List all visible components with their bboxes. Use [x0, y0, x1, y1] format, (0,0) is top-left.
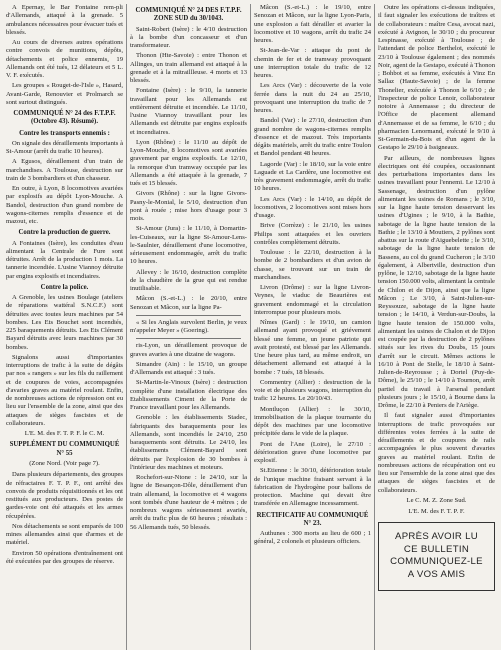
section-heading: COMMUNIQUÉ N° 24 DES F.T.P.F. ZONE SUD du 30/1043.	[135, 7, 242, 23]
appeal-line: A VOS AMIS	[407, 568, 466, 580]
paragraph: A Epernay, le Bar Fontaine rem-pli d'Allemands, attaqué à la grenade. 5 ambulances nécessaires pour évacuer tués et blessés.	[6, 4, 123, 36]
paragraph: A Egusos, déraillement d'un train de marchandises. A Toulouse, destruction sur train de 3 bombardiers et d'un chasseur.	[6, 158, 123, 182]
paragraph: St-Amour (Jura) : le 11/10, à Domartin-les-Cuiseaux, sur la ligne St-Amour-Lens-le-Saulnier, déraillement d'une locomotive, sérieusement endommagée, arrêt du trafic 10 heures.	[130, 225, 247, 266]
paragraph: Bandol (Var) : le 27/10, destruction d'un grand nombre de wagons-citernes remplis d'essence et de mazout. Très importants dégâts matériels, arrêt du trafic entre Toulon et Bandol pendant 48 heures.	[254, 117, 371, 158]
paragraph: St.Etienne : le 30/10, détérioration totale de l'unique machine fraisant servant à la fabrication de l'hydrogène pour ballons de protection. Machine qui devait être transférée en Allemagne incessamment.	[254, 467, 371, 508]
signature-line: (Zone Nord. (Voir page 7).	[29, 460, 100, 468]
signature-line: Le C. M. Z. Zone Sud.	[406, 496, 467, 504]
paragraph: St-Martin-le-Vinoux (Isère) : destruction complète d'une installation électrique des Etablissements Ciment de la Porte de France travaillant pour les Allemands.	[130, 379, 247, 412]
paragraph: Signalons aussi d'importantes interruptions de trafic à la suite de dégâts par nos « rangers » sur les fils du raillement et de coupures de voies, accompagnées d'avaries graves au matériel roulant. Enfin, de nombreuses actions de répression ont eu lieu sur l'ensemble de la zone, ainsi que des attaques de sièges fascistes et de collaborateurs.	[6, 353, 123, 427]
paragraph: On signale des déraillements importants à St-Amour (arrêt du trafic 10 heures).	[6, 139, 123, 156]
paragraph: Mâcon (S.-et-L.) : le 19/10, entre Senozan et Mâcon, sur la ligne Lyon-Paris, une explosion a fait dérailler et avarier la locomotive et 10 wagons, arrêt du trafic 24 heures.	[254, 4, 371, 44]
paragraph: A Grenoble, les usines Boulage (ateliers de réparations wattéral S.N.C.F.) sont détruites avec toutes leurs machines par 54 bombes. Les Ets Bouchet sont incendiés, 225 baraquements détruits. Les Ets Clément Bayard détruits avec leurs machines par 30 bombes.	[6, 294, 123, 351]
article-column-2	[126, 4, 250, 650]
paragraph: Saint-Robert (Isère) : le 4/10 destruction à la bombe d'un concasseur et d'un transformateur.	[130, 25, 247, 50]
paragraph: Thonon (Hte-Savoie) : entre Thonon et Allinges, un train allemand est attaqué à la grenade et à la mitraillleuse. 4 morts et 13 blessés.	[130, 52, 247, 85]
section-heading: RECTIFICATIF AU COMMUNIQUÉ N° 23.	[256, 511, 369, 527]
appeal-line: APRÈS AVOIR LU	[395, 531, 478, 543]
paragraph: Commentry (Allier) : destruction de la voie et de plusieurs wagons, interruption du trafic 12 heures. Le 20/10/43.	[254, 378, 371, 403]
paragraph: Rochefort-sur-Ntone : le 24/10, sur la ligne de Besançon-Dôle, déraillement d'un train allemand, la locomotive et 4 wagons sont tombés d'une hauteur de 4 mètres ; de nombreux wagons sérieusement avariés, arrêt du trafic plus de 60 heures ; résultats : 56 Allemands tués, 50 blessés.	[130, 474, 247, 531]
paragraph: Les Arcs (Var) : découverte de la voie ferrée dans la nuit du 24 au 25/10, provoquant une interruption du trafic de 7 heures.	[254, 82, 371, 114]
paragraph: Simandre (Ain) : le 15/10, un groupe d'Allemands est attaqué : 3 tués.	[130, 360, 247, 377]
article-column-3	[250, 4, 374, 650]
column-container	[3, 4, 498, 650]
paragraph: Fontaine (Isère) : le 9/10, la tannerie travaillant pour les Allemands est entièrement détruite et incendiée. Le 11/10, l'usine Viannoy travaillant pour les Allemands est détruite par engins explosifs et incendiaires.	[130, 87, 247, 136]
paragraph: Authunes : 300 morts au lieu de 600 ; 1 général, 2 colonels et plusieurs officiers.	[254, 530, 371, 546]
paragraph: Lagorde (Var) : le 18/10, sur la voie entre Laguade et La Cardère, une locomotive est très gravement endommagée, arrêt du trafic 10 heures.	[254, 160, 371, 193]
paragraph: Dans plusieurs départements, des groupes de réfractaires F. T. P. F., ont arrêté des convois de produits réquisitionnés et les ont restitués aux producteurs. Des postes de gardes-voie ont été attaqués et les armes récupérées.	[6, 471, 123, 520]
paragraph: Nos détachements se sont emparés de 100 mines allemandes ainsi que d'armes et de matériel.	[6, 522, 123, 547]
paragraph: Lyon (Rhône) : le 11/10 au dépôt de Lyon-Mouche, 8 locomotives sont avariées gravement par engins explosifs. Le 12/10, la remorque d'un tramway occupée par les Allemands a été attaquée à la grenade, 7 tués et 15 blessés.	[130, 138, 247, 188]
section-heading: COMMUNIQUÉ N° 24 des F.T.P.F. (Octobre 43). Résumé).	[13, 110, 116, 126]
section-heading: Contre les transports ennemis :	[19, 129, 110, 137]
paragraph: Montluçon (Allier) : le 30/10, immobilisation de la plaque tournante du dépôt des machines par une locomotive précipitée dans le vide de la plaque.	[254, 405, 371, 438]
paragraph: Pont de l'Ane (Loire), le 27/10 : détérioration grave d'une locomotive par explosif.	[254, 440, 371, 464]
section-heading: Contre la police.	[40, 283, 89, 291]
paragraph: ris-Lyon, un déraillement provoque de graves avaries à une dizaine de wagons.	[130, 342, 247, 358]
paragraph: Par ailleurs, de nombreuses lignes électriques ont été coupées, occasionnant des perturbations importantes dans les usines travaillant pour l'ennemi. Le 12/10 à Sassenage, destruction d'un pylône alimentant les usines de Romans ; le 3/10, sur la ligne haute tension desservant les usines d'Ugines ; le 9/10, à la Bathie, sabotage de la ligne haute tension de la Bathie ; le 13/10 à Moutiers, 2 pylônes sont abattus sur la route d'Aiguebelette ; le 3/10, sabotage de la ligne haute tension de Bassens, au col du grand Cucheron ; le 3/10 également, à Albertville, destruction d'un pylône, le 12/10, sabotage de la ligne haute tension 150.000 volts, alimentant la centrale de Chilon et de Dijon, ainsi que la ligne Mâcon ; Le 3/10, à Saint-Julien-sur-Reyssouze, sabotage de la ligne haute tension ; le 14/10, à Verdun-sur-Doubs, la ligne haute tension de 150.000 volts, alimentant les usines de Chalon et de Dijon est coupée par la destruction de 2 pylônes situés sur les rives du Doubs, 15 jours d'arrêt sur le circuit. Mêmes actions le 16/10 à Pont de Stelle, le 18/10 à Saint-Julien-de-Reyrousse ; à Dortel (Puy-de-Dôme), le 25/10 ; le 14/10 à Tournon, arrêt partiel du travail à l'arsenal pendant plusieurs jours ; le 15/10, à Bourne dans la Drôme, le 22/10 à Peniers de l'Ariège.	[378, 154, 495, 409]
paragraph: Toulouse : le 22/10, destruction à la bombe de 2 bombardiers et d'un avion de chasse, se trouvant sur un train de marchandises.	[254, 249, 371, 281]
appeal-line: COMMUNIQUEZ-LE	[390, 556, 483, 568]
paragraph: Au cours de diverses autres opérations contre convois de munitions, dépôts, détachements et police ennemis, 19 Allemands ont été tués, 12 délateurs et 5 L. V. F. exécutés.	[6, 39, 123, 79]
signature-line: L'E. M. des F. T. P. F.	[408, 508, 465, 515]
paragraph: A Fontaines (Isère), les conduites d'eau alimentant la Centrale de Fure sont détruites. Arrêt de la production 1 mois. La tannerie incendiée. L'usine Viannoy détruite par engins explosifs et incendiaires.	[6, 239, 123, 280]
paragraph: Allevey : le 16/10, destruction complète de la chaudière de la grue qui est rendue inutilisable.	[130, 268, 247, 293]
article-column-1	[3, 4, 126, 650]
paragraph: Les Arcs (Var) : le 14/10, au dépôt de locomotives, 2 locomotives sont mises hors d'usage.	[254, 195, 371, 219]
section-heading: SUPPLÉMENT DU COMMUNIQUÉ N° 55	[9, 441, 120, 457]
paragraph: Givors (Rhône) : sur la ligne Givors-Pasny-le-Monial, le 5/10, destruction d'un pont à rouée ; mise hors d'usage pour 3 mois.	[130, 190, 247, 223]
paragraph: St-Jean-de-Var : attaque du pont de chemin de fer et de tramway provoquant une interruption totale du trafic de 12 heures.	[254, 47, 371, 79]
signature-line: L'E. M. des F. T. P. F. le C. M.	[24, 430, 105, 438]
section-heading: Contre la production de guerre.	[18, 229, 111, 237]
share-appeal-box	[378, 522, 495, 591]
paragraph: Grenoble : les établissements Stadec, fabriquants des baraquements pour les Allemands, sont incendiés le 24/10, 250 baraquements sont détruits. Le 24/10, les établissements Clément-Bayard sont détruits par l'explosion de 30 bombes à l'intérieur des machines et moteurs.	[130, 414, 247, 471]
paragraph: Il faut signaler aussi d'importantes interruptions de trafic provoquées sur différentes voies ferrées à la suite de déraillements et de coupures de rails accompagnées le plus souvent d'avaries graves au matériel roulant. Enfin de nombreuses actions de récupération ont eu lieu sur l'ensemble de la zone ainsi que des attaques de sièges fascistes et de collaborateurs.	[378, 412, 495, 494]
paragraph: Environ 50 opérations d'entraînement ont été exécutées par des groupes de réserve.	[6, 549, 123, 565]
paragraph: Nîmes (Gard) : le 19/10, un camion allemand ayant provoqué et griévement blessé une femme, un jeune patriote qui avait protesté, est blessé par les Allemands. Une heure plus tard, au même endroit, un détachement allemand est attaqué à la bombe : 7 tués, 18 blessés.	[254, 319, 371, 376]
divider-rule	[136, 338, 241, 339]
paragraph: Outre les opérations ci-dessus indiquées, il faut signaler les exécutions de traîtres et de collaborateurs : maître Cesa, avocat nazi, exécuté à Avignon, le 30/10 ; du procureur Lespinasse, exécuté à Toulouse ; de l'attendant de police Berthelot, exécuté le 23/10 à Toulouse également ; des nommés Noir, agent de la Gestapo, exécuté à Thonon ; Bohbot et sa femme, exécutés à Vinz En Sallaz (Haute-Savoie) ; de la femme Thonelier, exécutée à Thonon le 6/10 ; de l'inspecteur de police Lenoir, collaborateur notoire à Annemasse ; du directeur de l'Office de placement allemand d'Annemasse et de sa femme, le 6/10 ; du pharmacien Lenormand, exécuté le 9/10 à St-Germain-du-Bois et d'un agent de la Gestapo le 29/10 à Issigneaux.	[378, 4, 495, 152]
paragraph: En outre, à Lyon, 8 locomotives avariées par explosifs au dépôt Lyon-Mouche. A Bandol, destruction d'un grand nombre de wagons-citernes remplis d'essence et de mazout, etc.	[6, 185, 123, 226]
paragraph: Brive (Corrèze) : le 21/10, les usines Philips sont attaquées et les ouvriers contrôles complètement détruits.	[254, 222, 371, 246]
divider-rule	[136, 315, 241, 316]
paragraph: « Si les Anglais survolent Berlin, je veux m'appeler Meyer » (Goering).	[130, 318, 247, 335]
article-column-4	[374, 4, 498, 650]
paragraph: Mâcon (S.-et-L.) : le 20/10, entre Senozan et Mâcon, sur la ligne Pa-	[130, 295, 247, 311]
appeal-line: CE BULLETIN	[403, 543, 470, 555]
paragraph: Livron (Drôme) : sur la ligne Livron-Veynes, le viaduc de Beaurières est gravement endommagé et la circulation interrompue pour plusieurs mois.	[254, 284, 371, 316]
paragraph: Les groupes « Rouget-de-l'Isle », Hasard, Avant-Garde, Renouvier et Prolmarch se sont surtout distingués.	[6, 82, 123, 106]
